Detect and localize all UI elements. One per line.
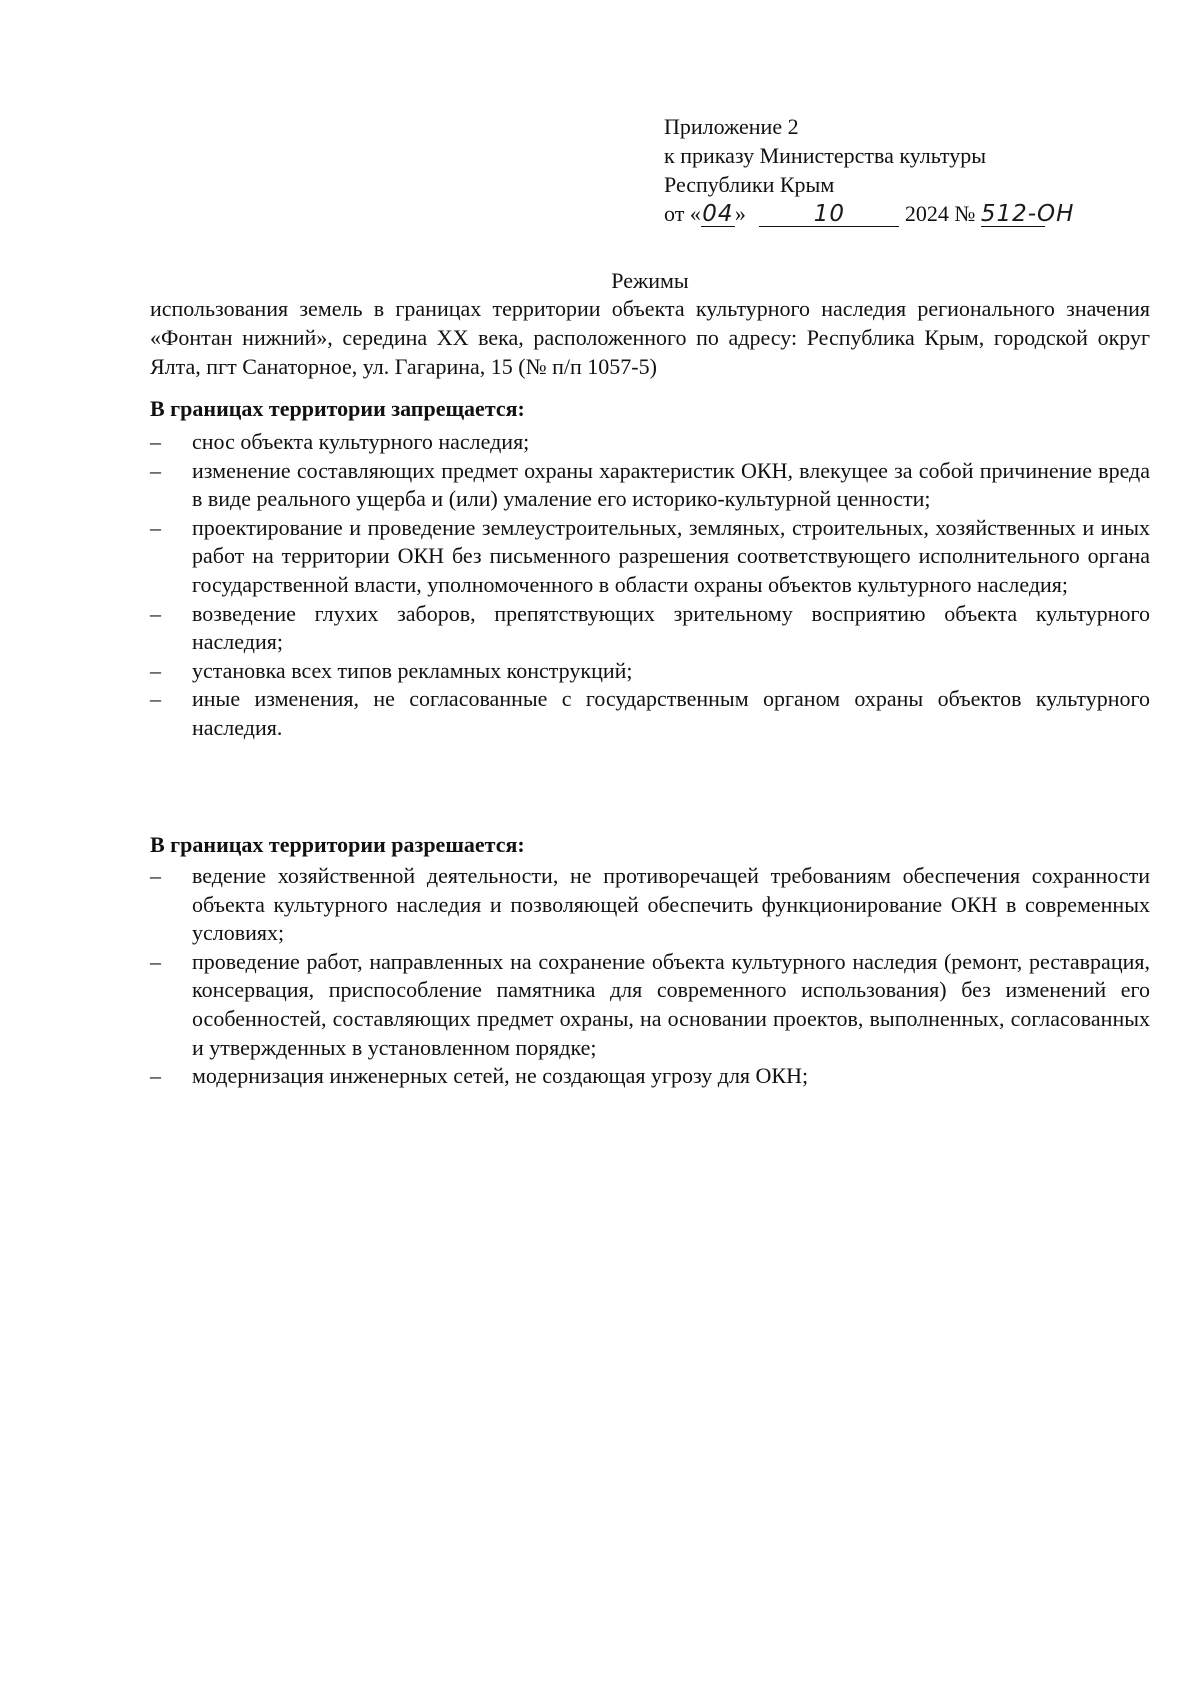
year-and-number-label: 2024 №	[904, 201, 976, 226]
date-prefix: от «	[664, 201, 701, 226]
dash-marker: –	[150, 457, 161, 483]
list-item: – снос объекта культурного наследия;	[150, 428, 1150, 457]
appendix-header	[664, 112, 1075, 228]
document-subtitle: использования земель в границах территории объекта культурного наследия регионального значения «Фонтан нижний», середина XX века, расположенного по адресу: Республика Крым, городской округ Ялта, пгт Санаторное, ул. Гагарина, 15 (№ п/п 1057-5)	[150, 296, 1150, 379]
dash-marker: –	[150, 657, 161, 683]
date-close-quote: »	[734, 201, 746, 226]
list-item: – изменение составляющих предмет охраны характеристик ОКН, влекущее за собой причинение вреда в виде реального ущерба и (или) умаление его историко-культурной ценности;	[150, 457, 1150, 512]
list-item: – модернизация инженерных сетей, не создающая угрозу для ОКН;	[150, 1062, 1150, 1091]
dash-marker: –	[150, 686, 161, 712]
list-item: – установка всех типов рекламных конструкций;	[150, 657, 1150, 686]
allowed-heading: В границах территории разрешается:	[150, 832, 525, 857]
prohibited-list	[150, 428, 1150, 743]
document-title: Режимы	[611, 268, 689, 293]
allowed-list	[150, 862, 1150, 1091]
order-date-line	[664, 199, 1075, 228]
list-item: – возведение глухих заборов, препятствующих зрительному восприятию объекта культурного наследия;	[150, 600, 1150, 655]
month-handwritten: 10	[813, 201, 845, 227]
list-item: – проектирование и проведение землеустроительных, земляных, строительных, хозяйственных и иных работ на территории ОКН без письменного разрешения соответствующего исполнительного органа государственной власти, уполномоченного в области охраны объектов культурного наследия;	[150, 514, 1150, 597]
republic-name: Республики Крым	[664, 172, 835, 197]
dash-marker: –	[150, 429, 161, 454]
order-number-field	[980, 201, 1075, 227]
list-item: – иные изменения, не согласованные с государственным органом охраны объектов культурного наследия.	[150, 686, 1150, 740]
prohibited-heading: В границах территории запрещается:	[150, 396, 525, 421]
order-reference: к приказу Министерства культуры	[664, 143, 987, 168]
list-item: – проведение работ, направленных на сохранение объекта культурного наследия (ремонт, реставрация, консервация, приспособление памятника для современного использования) без изменений его особенностей, составляющих предмет охраны, на основании проектов, выполненных, согласованных и утвержденных в установленном порядке;	[150, 948, 1150, 1060]
dash-marker: –	[150, 863, 161, 888]
dash-marker: –	[150, 948, 161, 974]
order-number-handwritten: 512-ОН	[980, 201, 1075, 227]
dash-marker: –	[150, 600, 161, 626]
dash-marker: –	[150, 514, 161, 540]
list-item: – ведение хозяйственной деятельности, не противоречащей требованиям обеспечения сохранности объекта культурного наследия и позволяющей обеспечить функционирование ОКН в современных условиях;	[150, 863, 1150, 946]
appendix-number: Приложение 2	[664, 114, 799, 139]
month-field	[759, 202, 899, 227]
day-field	[701, 202, 735, 227]
day-handwritten: 04	[702, 201, 734, 227]
dash-marker: –	[150, 1063, 161, 1089]
